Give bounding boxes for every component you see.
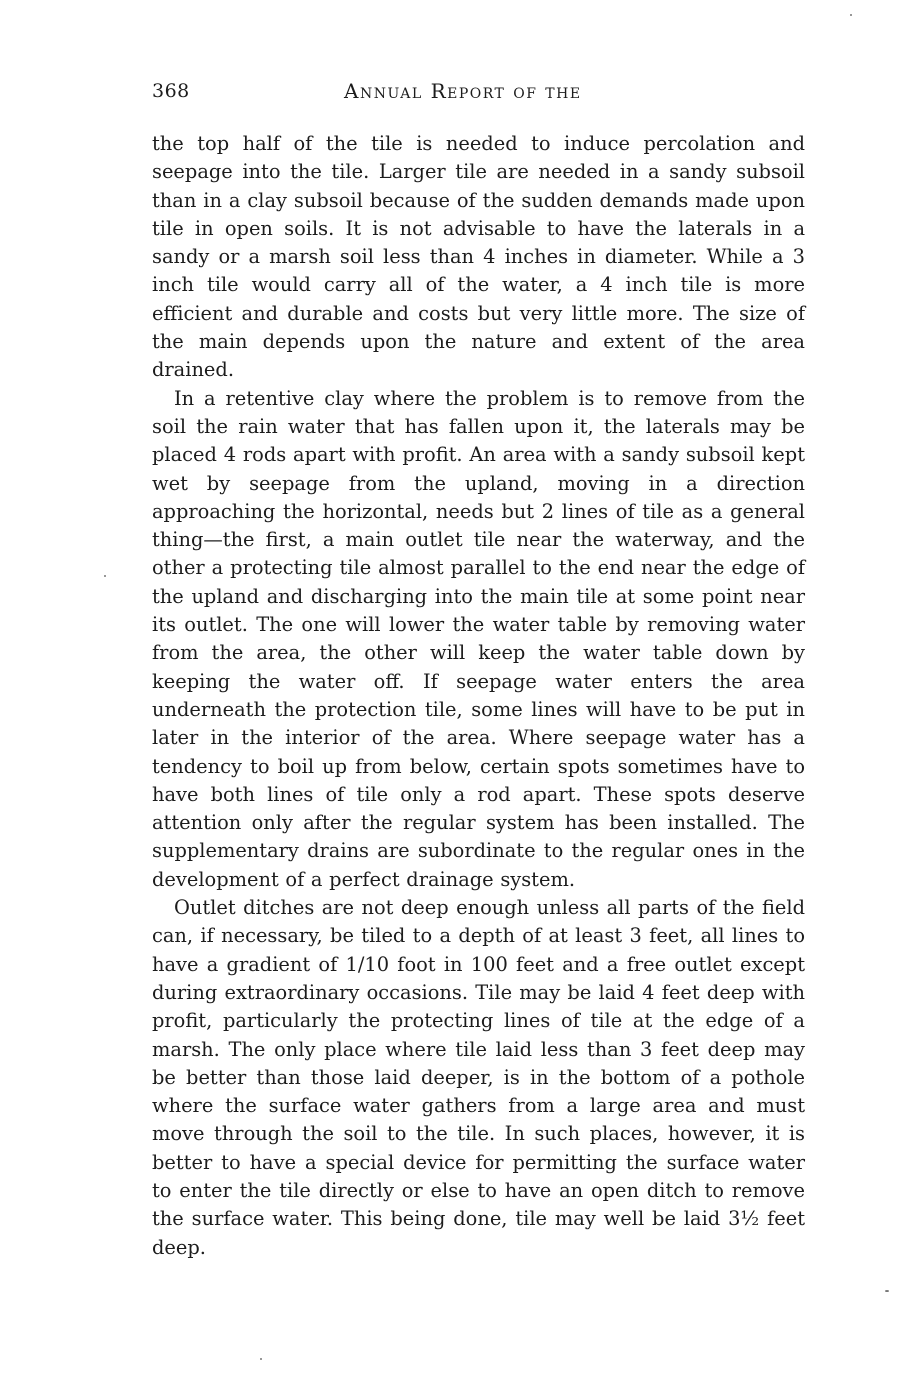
scan-speck [260,1358,262,1360]
scan-speck [850,14,852,16]
paragraph-outlet-ditches: Outlet ditches are not deep enough unless all parts of the field can, if necessary, be tiled to a depth of at least 3 feet, all lines to have a gradient of 1/10 foot in 100 feet and a free outlet except during extraordinary occasions. Tile may be laid 4 feet deep with profit, particularly the protecting lines of tile at the edge of a marsh. The only place where tile laid less than 3 feet deep may be better than those laid deeper, is in the bottom of a pothole where the surface water gathers from a large area and must move through the soil to the tile. In such places, however, it is better to have a special device for permitting the surface water to enter the tile directly or else to have an open ditch to remove the surface water. This being done, tile may well be laid 3½ feet deep. [152,896,805,1259]
scan-speck [885,1290,889,1292]
running-head-title: Annual Report of the [344,79,582,103]
scan-speck [104,575,106,577]
page-number: 368 [152,80,190,102]
paragraph-retentive-clay: In a retentive clay where the problem is to remove from the soil the rain water that has fallen upon it, the laterals may be placed 4 rods apart with profit. An area with a sandy subsoil kept wet by seepage from the upland, moving in a direction approaching the horizontal, needs but 2 lines of tile as a general thing—the first, a main outlet tile near the waterway, and the other a protecting tile almost parallel to the end near the edge of the upland and discharging into the main tile at some point near its outlet. The one will lower the water table by removing water from the area, the other will keep the water table down by keeping the water off. If seepage water enters the area underneath the protection tile, some lines will have to be put in later in the interior of the area. Where seepage water has a tendency to boil up from below, certain spots sometimes have to have both lines of tile only a rod apart. These spots deserve attention only after the regular system has been installed. The supplementary drains are subordinate to the regular ones in the development of a perfect drainage system. [152,386,805,891]
running-head [152,76,805,106]
paragraph-tile-size: the top half of the tile is needed to induce percolation and seepage into the tile. Larger tile are needed in a sandy subsoil than in a clay subsoil because of the sudden demands made upon tile in open soils. It is not advisable to have the laterals in a sandy or a marsh soil less than 4 inches in diameter. While a 3 inch tile would carry all of the water, a 4 inch tile is more efficient and durable and costs but very little more. The size of the main depends upon the nature and extent of the area drained. [152,132,805,382]
body-text [152,130,805,1262]
